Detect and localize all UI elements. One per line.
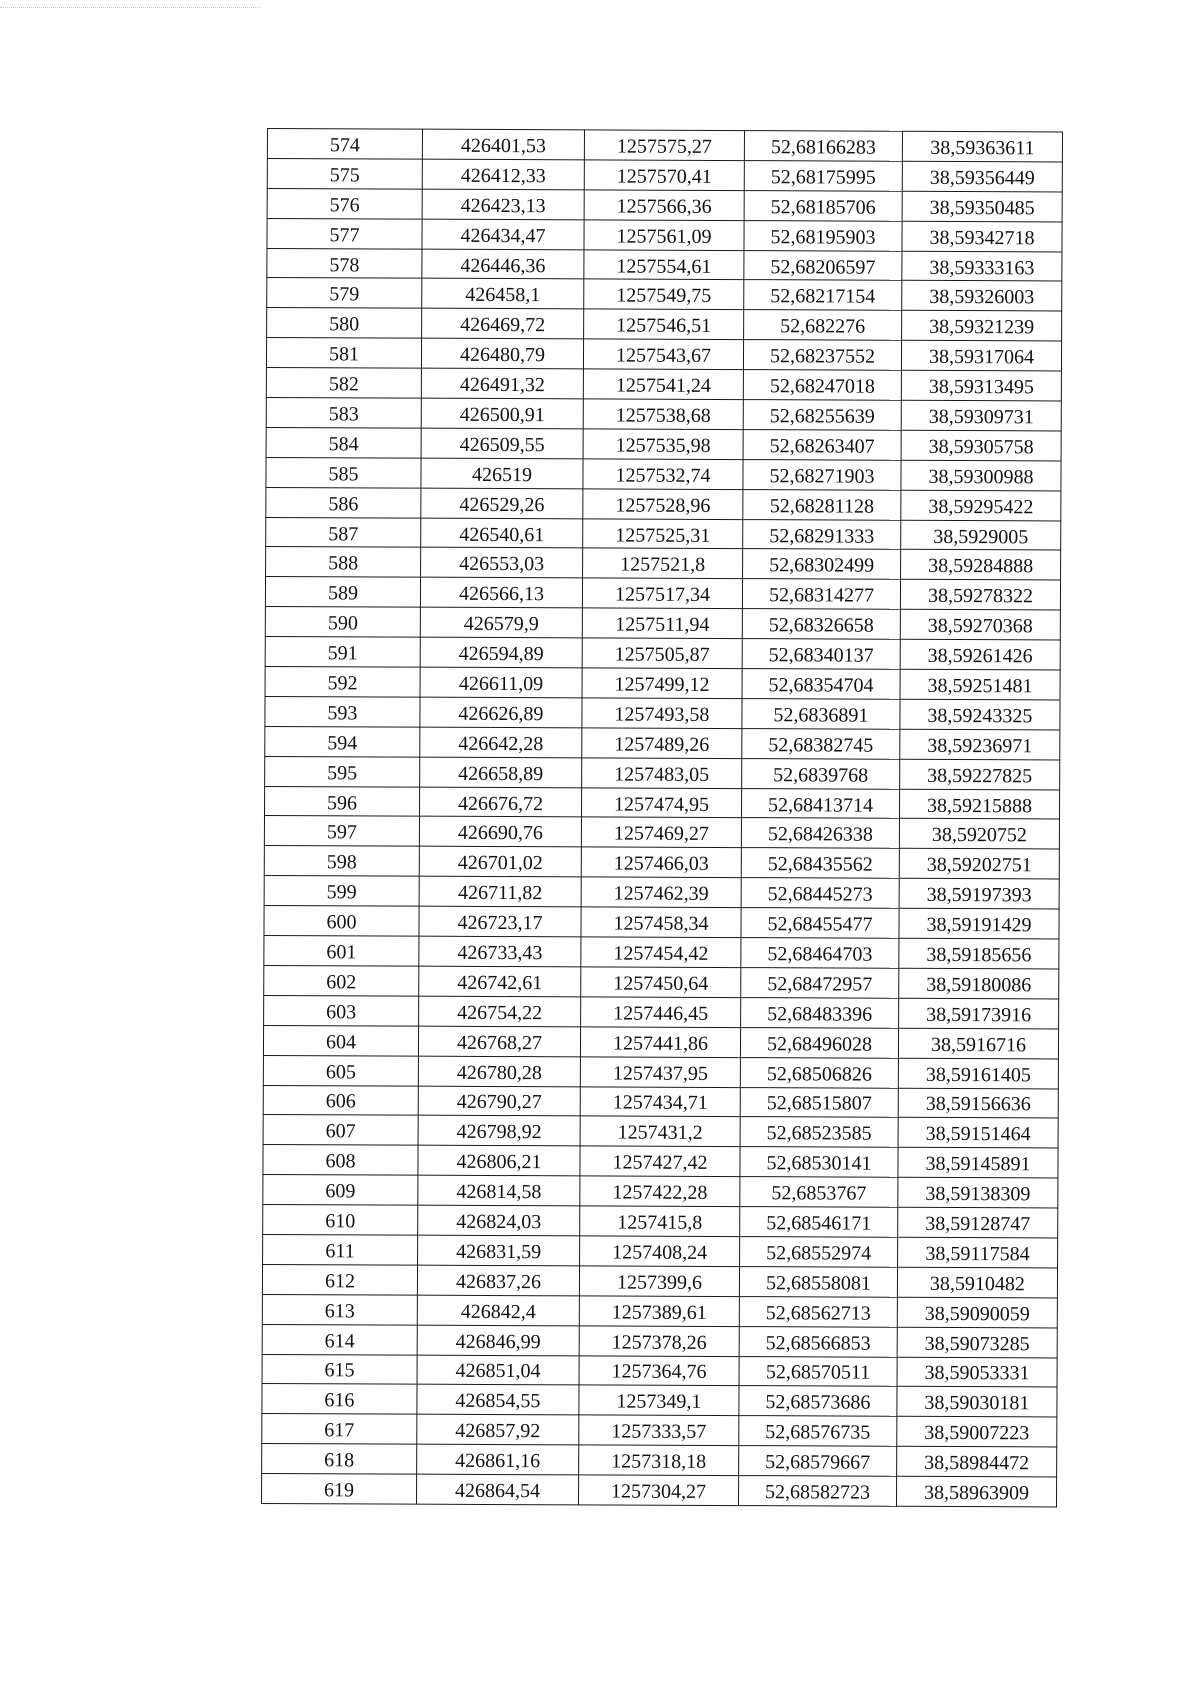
longitude-cell: 38,59363611 — [902, 131, 1062, 162]
point-number-cell: 578 — [267, 248, 422, 279]
x-coordinate-cell: 426754,22 — [419, 996, 581, 1027]
coordinates-table-body — [261, 129, 1062, 1507]
point-number-cell: 618 — [262, 1444, 417, 1475]
y-coordinate-cell: 1257437,95 — [580, 1056, 740, 1087]
y-coordinate-cell: 1257364,76 — [579, 1355, 739, 1386]
table-row — [266, 487, 1061, 520]
x-coordinate-cell: 426701,02 — [419, 847, 581, 878]
table-row — [267, 278, 1062, 311]
point-number-cell: 593 — [265, 696, 420, 727]
latitude-cell: 52,68579667 — [739, 1446, 897, 1477]
table-row — [262, 1384, 1057, 1417]
table-row — [263, 1055, 1058, 1088]
point-number-cell: 603 — [264, 995, 419, 1026]
table-row — [266, 368, 1061, 401]
x-coordinate-cell: 426446,36 — [422, 249, 584, 280]
longitude-cell: 38,59309731 — [901, 400, 1061, 431]
x-coordinate-cell: 426458,1 — [422, 279, 584, 310]
coordinates-table — [261, 128, 1063, 1507]
latitude-cell: 52,68515807 — [740, 1087, 898, 1118]
latitude-cell: 52,68426338 — [741, 818, 899, 849]
table-row — [265, 726, 1060, 759]
x-coordinate-cell: 426553,03 — [421, 548, 583, 579]
longitude-cell: 38,59151464 — [898, 1118, 1058, 1149]
point-number-cell: 607 — [263, 1115, 418, 1146]
y-coordinate-cell: 1257446,45 — [581, 997, 741, 1028]
longitude-cell: 38,59215888 — [899, 789, 1059, 820]
longitude-cell: 38,59161405 — [898, 1058, 1058, 1089]
table-row — [263, 1085, 1058, 1118]
y-coordinate-cell: 1257521,8 — [583, 548, 743, 579]
latitude-cell: 52,6836891 — [742, 698, 900, 729]
x-coordinate-cell: 426711,82 — [419, 876, 581, 907]
point-number-cell: 596 — [264, 786, 419, 817]
latitude-cell: 52,68175995 — [744, 160, 902, 191]
x-coordinate-cell: 426837,26 — [417, 1265, 579, 1296]
y-coordinate-cell: 1257408,24 — [580, 1236, 740, 1267]
table-row — [262, 1324, 1057, 1357]
y-coordinate-cell: 1257333,57 — [579, 1415, 739, 1446]
x-coordinate-cell: 426798,92 — [418, 1116, 580, 1147]
point-number-cell: 611 — [263, 1234, 418, 1265]
x-coordinate-cell: 426733,43 — [419, 936, 581, 967]
point-number-cell: 615 — [262, 1354, 417, 1385]
y-coordinate-cell: 1257505,87 — [582, 638, 742, 669]
x-coordinate-cell: 426480,79 — [421, 338, 583, 369]
y-coordinate-cell: 1257554,61 — [584, 249, 744, 280]
latitude-cell: 52,68291333 — [743, 519, 901, 550]
longitude-cell: 38,58963909 — [896, 1476, 1056, 1507]
x-coordinate-cell: 426469,72 — [422, 309, 584, 340]
point-number-cell: 591 — [265, 637, 420, 668]
latitude-cell: 52,68185706 — [744, 190, 902, 221]
latitude-cell: 52,68576735 — [739, 1416, 897, 1447]
table-row — [263, 1115, 1058, 1148]
point-number-cell: 584 — [266, 427, 421, 458]
point-number-cell: 575 — [267, 158, 422, 189]
longitude-cell: 38,59138309 — [898, 1177, 1058, 1208]
longitude-cell: 38,59278322 — [900, 580, 1060, 611]
latitude-cell: 52,68573686 — [739, 1386, 897, 1417]
latitude-cell: 52,68217154 — [744, 280, 902, 311]
longitude-cell: 38,5916716 — [898, 1028, 1058, 1059]
x-coordinate-cell: 426831,59 — [418, 1235, 580, 1266]
longitude-cell: 38,59243325 — [900, 699, 1060, 730]
x-coordinate-cell: 426676,72 — [419, 787, 581, 818]
table-row — [264, 995, 1059, 1028]
point-number-cell: 577 — [267, 218, 422, 249]
y-coordinate-cell: 1257349,1 — [579, 1385, 739, 1416]
table-row — [262, 1294, 1057, 1327]
x-coordinate-cell: 426790,27 — [418, 1086, 580, 1117]
latitude-cell: 52,68255639 — [743, 400, 901, 431]
x-coordinate-cell: 426768,27 — [418, 1026, 580, 1057]
latitude-cell: 52,68263407 — [743, 429, 901, 460]
latitude-cell: 52,68382745 — [742, 728, 900, 759]
latitude-cell: 52,68302499 — [743, 549, 901, 580]
longitude-cell: 38,59333163 — [902, 251, 1062, 282]
x-coordinate-cell: 426401,53 — [422, 129, 584, 160]
x-coordinate-cell: 426824,03 — [418, 1205, 580, 1236]
latitude-cell: 52,68166283 — [744, 131, 902, 162]
point-number-cell: 574 — [267, 129, 422, 160]
point-number-cell: 601 — [264, 936, 419, 967]
latitude-cell: 52,68413714 — [741, 788, 899, 819]
x-coordinate-cell: 426509,55 — [421, 428, 583, 459]
table-row — [264, 965, 1059, 998]
latitude-cell: 52,68271903 — [743, 459, 901, 490]
point-number-cell: 583 — [266, 398, 421, 429]
x-coordinate-cell: 426594,89 — [420, 637, 582, 668]
longitude-cell: 38,59053331 — [897, 1357, 1057, 1388]
y-coordinate-cell: 1257450,64 — [581, 967, 741, 998]
x-coordinate-cell: 426861,16 — [417, 1444, 579, 1475]
y-coordinate-cell: 1257474,95 — [581, 787, 741, 818]
latitude-cell: 52,68566853 — [739, 1326, 897, 1357]
table-row — [267, 158, 1062, 191]
latitude-cell: 52,68496028 — [740, 1027, 898, 1058]
longitude-cell: 38,59227825 — [900, 759, 1060, 790]
x-coordinate-cell: 426806,21 — [418, 1145, 580, 1176]
point-number-cell: 600 — [264, 906, 419, 937]
longitude-cell: 38,59251481 — [900, 669, 1060, 700]
y-coordinate-cell: 1257415,8 — [580, 1206, 740, 1237]
point-number-cell: 616 — [262, 1384, 417, 1415]
longitude-cell: 38,5929005 — [901, 520, 1061, 551]
y-coordinate-cell: 1257304,27 — [578, 1475, 738, 1506]
table-row — [264, 936, 1059, 969]
longitude-cell: 38,59236971 — [900, 729, 1060, 760]
table-row — [262, 1444, 1057, 1477]
latitude-cell: 52,68546171 — [740, 1207, 898, 1238]
table-row — [262, 1354, 1057, 1387]
table-row — [266, 547, 1061, 580]
latitude-cell: 52,68445273 — [741, 878, 899, 909]
x-coordinate-cell: 426519 — [421, 458, 583, 489]
y-coordinate-cell: 1257570,41 — [584, 160, 744, 191]
latitude-cell: 52,68464703 — [741, 938, 899, 969]
y-coordinate-cell: 1257566,36 — [584, 190, 744, 221]
latitude-cell: 52,6853767 — [740, 1177, 898, 1208]
x-coordinate-cell: 426434,47 — [422, 219, 584, 250]
longitude-cell: 38,59185656 — [899, 938, 1059, 969]
longitude-cell: 38,59317064 — [901, 341, 1061, 372]
y-coordinate-cell: 1257499,12 — [582, 668, 742, 699]
point-number-cell: 588 — [266, 547, 421, 578]
x-coordinate-cell: 426846,99 — [417, 1325, 579, 1356]
latitude-cell: 52,68582723 — [738, 1476, 896, 1507]
point-number-cell: 599 — [264, 876, 419, 907]
longitude-cell: 38,59145891 — [898, 1148, 1058, 1179]
latitude-cell: 52,68562713 — [739, 1296, 897, 1327]
table-row — [266, 398, 1061, 431]
latitude-cell: 52,68483396 — [741, 997, 899, 1028]
table-row — [264, 906, 1059, 939]
y-coordinate-cell: 1257469,27 — [581, 817, 741, 848]
table-row — [265, 637, 1060, 670]
table-row — [265, 607, 1060, 640]
table-row — [263, 1234, 1058, 1267]
table-row — [265, 667, 1060, 700]
x-coordinate-cell: 426500,91 — [421, 398, 583, 429]
x-coordinate-cell: 426579,9 — [420, 607, 582, 638]
table-row — [264, 846, 1059, 879]
point-number-cell: 590 — [265, 607, 420, 638]
point-number-cell: 610 — [263, 1205, 418, 1236]
latitude-cell: 52,68326658 — [742, 609, 900, 640]
y-coordinate-cell: 1257528,96 — [583, 489, 743, 520]
longitude-cell: 38,59261426 — [900, 639, 1060, 670]
latitude-cell: 52,68354704 — [742, 669, 900, 700]
point-number-cell: 582 — [266, 368, 421, 399]
latitude-cell: 52,68455477 — [741, 908, 899, 939]
longitude-cell: 38,59313495 — [901, 370, 1061, 401]
point-number-cell: 619 — [261, 1474, 416, 1505]
x-coordinate-cell: 426412,33 — [422, 159, 584, 190]
latitude-cell: 52,68558081 — [739, 1266, 897, 1297]
y-coordinate-cell: 1257389,61 — [579, 1296, 739, 1327]
y-coordinate-cell: 1257399,6 — [579, 1266, 739, 1297]
table-row — [264, 816, 1059, 849]
y-coordinate-cell: 1257422,28 — [580, 1176, 740, 1207]
latitude-cell: 52,682276 — [744, 310, 902, 341]
point-number-cell: 579 — [267, 278, 422, 309]
point-number-cell: 585 — [266, 457, 421, 488]
y-coordinate-cell: 1257575,27 — [584, 130, 744, 161]
x-coordinate-cell: 426529,26 — [421, 488, 583, 519]
x-coordinate-cell: 426566,13 — [420, 578, 582, 609]
table-row — [263, 1175, 1058, 1208]
latitude-cell: 52,68570511 — [739, 1356, 897, 1387]
y-coordinate-cell: 1257483,05 — [582, 758, 742, 789]
table-row — [265, 696, 1060, 729]
latitude-cell: 52,68340137 — [742, 639, 900, 670]
point-number-cell: 612 — [262, 1264, 417, 1295]
longitude-cell: 38,59128747 — [898, 1207, 1058, 1238]
y-coordinate-cell: 1257441,86 — [580, 1027, 740, 1058]
x-coordinate-cell: 426690,76 — [419, 817, 581, 848]
table-row — [263, 1205, 1058, 1238]
longitude-cell: 38,59270368 — [900, 610, 1060, 641]
longitude-cell: 38,59197393 — [899, 879, 1059, 910]
longitude-cell: 38,59007223 — [897, 1417, 1057, 1448]
point-number-cell: 581 — [266, 338, 421, 369]
point-number-cell: 580 — [267, 308, 422, 339]
point-number-cell: 606 — [263, 1085, 418, 1116]
y-coordinate-cell: 1257466,03 — [581, 847, 741, 878]
latitude-cell: 52,68237552 — [743, 340, 901, 371]
y-coordinate-cell: 1257541,24 — [583, 369, 743, 400]
y-coordinate-cell: 1257517,34 — [582, 578, 742, 609]
longitude-cell: 38,59305758 — [901, 430, 1061, 461]
y-coordinate-cell: 1257549,75 — [584, 279, 744, 310]
latitude-cell: 52,68206597 — [744, 250, 902, 281]
point-number-cell: 617 — [262, 1414, 417, 1445]
point-number-cell: 614 — [262, 1324, 417, 1355]
latitude-cell: 52,68314277 — [742, 579, 900, 610]
longitude-cell: 38,59073285 — [897, 1327, 1057, 1358]
longitude-cell: 38,59342718 — [902, 221, 1062, 252]
point-number-cell: 587 — [266, 517, 421, 548]
point-number-cell: 594 — [265, 726, 420, 757]
x-coordinate-cell: 426842,4 — [417, 1295, 579, 1326]
x-coordinate-cell: 426780,28 — [418, 1056, 580, 1087]
point-number-cell: 602 — [264, 965, 419, 996]
point-number-cell: 589 — [265, 577, 420, 608]
point-number-cell: 592 — [265, 667, 420, 698]
x-coordinate-cell: 426540,61 — [421, 518, 583, 549]
table-row — [265, 756, 1060, 789]
table-row — [262, 1414, 1057, 1447]
longitude-cell: 38,59326003 — [902, 281, 1062, 312]
longitude-cell: 38,59156636 — [898, 1088, 1058, 1119]
y-coordinate-cell: 1257454,42 — [581, 937, 741, 968]
latitude-cell: 52,6839768 — [742, 758, 900, 789]
table-row — [263, 1145, 1058, 1178]
scan-edge-mark — [0, 7, 260, 8]
y-coordinate-cell: 1257525,31 — [583, 518, 743, 549]
point-number-cell: 613 — [262, 1294, 417, 1325]
latitude-cell: 52,68195903 — [744, 220, 902, 251]
table-row — [264, 786, 1059, 819]
longitude-cell: 38,59180086 — [899, 968, 1059, 999]
table-row — [266, 457, 1061, 490]
latitude-cell: 52,68281128 — [743, 489, 901, 520]
x-coordinate-cell: 426723,17 — [419, 906, 581, 937]
y-coordinate-cell: 1257543,67 — [583, 339, 743, 370]
y-coordinate-cell: 1257538,68 — [583, 399, 743, 430]
point-number-cell: 595 — [265, 756, 420, 787]
y-coordinate-cell: 1257561,09 — [584, 220, 744, 251]
x-coordinate-cell: 426742,61 — [419, 966, 581, 997]
longitude-cell: 38,59030181 — [897, 1387, 1057, 1418]
latitude-cell: 52,68472957 — [741, 968, 899, 999]
y-coordinate-cell: 1257511,94 — [582, 608, 742, 639]
y-coordinate-cell: 1257489,26 — [582, 728, 742, 759]
y-coordinate-cell: 1257378,26 — [579, 1325, 739, 1356]
x-coordinate-cell: 426854,55 — [417, 1385, 579, 1416]
latitude-cell: 52,68523585 — [740, 1117, 898, 1148]
x-coordinate-cell: 426611,09 — [420, 667, 582, 698]
y-coordinate-cell: 1257318,18 — [579, 1445, 739, 1476]
latitude-cell: 52,68247018 — [743, 370, 901, 401]
longitude-cell: 38,59350485 — [902, 191, 1062, 222]
point-number-cell: 586 — [266, 487, 421, 518]
longitude-cell: 38,59295422 — [901, 490, 1061, 521]
y-coordinate-cell: 1257535,98 — [583, 429, 743, 460]
longitude-cell: 38,59191429 — [899, 908, 1059, 939]
x-coordinate-cell: 426857,92 — [417, 1414, 579, 1445]
longitude-cell: 38,59284888 — [901, 550, 1061, 581]
y-coordinate-cell: 1257493,58 — [582, 698, 742, 729]
x-coordinate-cell: 426626,89 — [420, 697, 582, 728]
table-row — [266, 338, 1061, 371]
y-coordinate-cell: 1257546,51 — [584, 309, 744, 340]
longitude-cell: 38,59173916 — [899, 998, 1059, 1029]
x-coordinate-cell: 426658,89 — [420, 757, 582, 788]
point-number-cell: 608 — [263, 1145, 418, 1176]
table-row — [266, 517, 1061, 550]
x-coordinate-cell: 426814,58 — [418, 1175, 580, 1206]
longitude-cell: 38,59300988 — [901, 460, 1061, 491]
latitude-cell: 52,68435562 — [741, 848, 899, 879]
y-coordinate-cell: 1257458,34 — [581, 907, 741, 938]
point-number-cell: 597 — [264, 816, 419, 847]
x-coordinate-cell: 426851,04 — [417, 1355, 579, 1386]
longitude-cell: 38,59090059 — [897, 1297, 1057, 1328]
table-row — [267, 218, 1062, 251]
point-number-cell: 605 — [263, 1055, 418, 1086]
latitude-cell: 52,68506826 — [740, 1057, 898, 1088]
point-number-cell: 598 — [264, 846, 419, 877]
x-coordinate-cell: 426642,28 — [420, 727, 582, 758]
table-row — [267, 188, 1062, 221]
longitude-cell: 38,59321239 — [902, 311, 1062, 342]
latitude-cell: 52,68552974 — [740, 1237, 898, 1268]
latitude-cell: 52,68530141 — [740, 1147, 898, 1178]
y-coordinate-cell: 1257462,39 — [581, 877, 741, 908]
longitude-cell: 38,58984472 — [897, 1446, 1057, 1477]
x-coordinate-cell: 426864,54 — [416, 1474, 578, 1505]
table-row — [267, 248, 1062, 281]
y-coordinate-cell: 1257532,74 — [583, 459, 743, 490]
longitude-cell: 38,59202751 — [899, 849, 1059, 880]
y-coordinate-cell: 1257431,2 — [580, 1116, 740, 1147]
x-coordinate-cell: 426423,13 — [422, 189, 584, 220]
table-row — [265, 577, 1060, 610]
point-number-cell: 604 — [263, 1025, 418, 1056]
table-row — [262, 1264, 1057, 1297]
table-row — [264, 876, 1059, 909]
longitude-cell: 38,59117584 — [898, 1237, 1058, 1268]
table-row — [263, 1025, 1058, 1058]
longitude-cell: 38,5910482 — [897, 1267, 1057, 1298]
table-row — [267, 129, 1062, 162]
longitude-cell: 38,5920752 — [899, 819, 1059, 850]
x-coordinate-cell: 426491,32 — [421, 368, 583, 399]
table-row — [261, 1474, 1056, 1507]
table-row — [267, 308, 1062, 341]
longitude-cell: 38,59356449 — [902, 161, 1062, 192]
point-number-cell: 609 — [263, 1175, 418, 1206]
y-coordinate-cell: 1257427,42 — [580, 1146, 740, 1177]
y-coordinate-cell: 1257434,71 — [580, 1086, 740, 1117]
table-row — [266, 427, 1061, 460]
point-number-cell: 576 — [267, 188, 422, 219]
